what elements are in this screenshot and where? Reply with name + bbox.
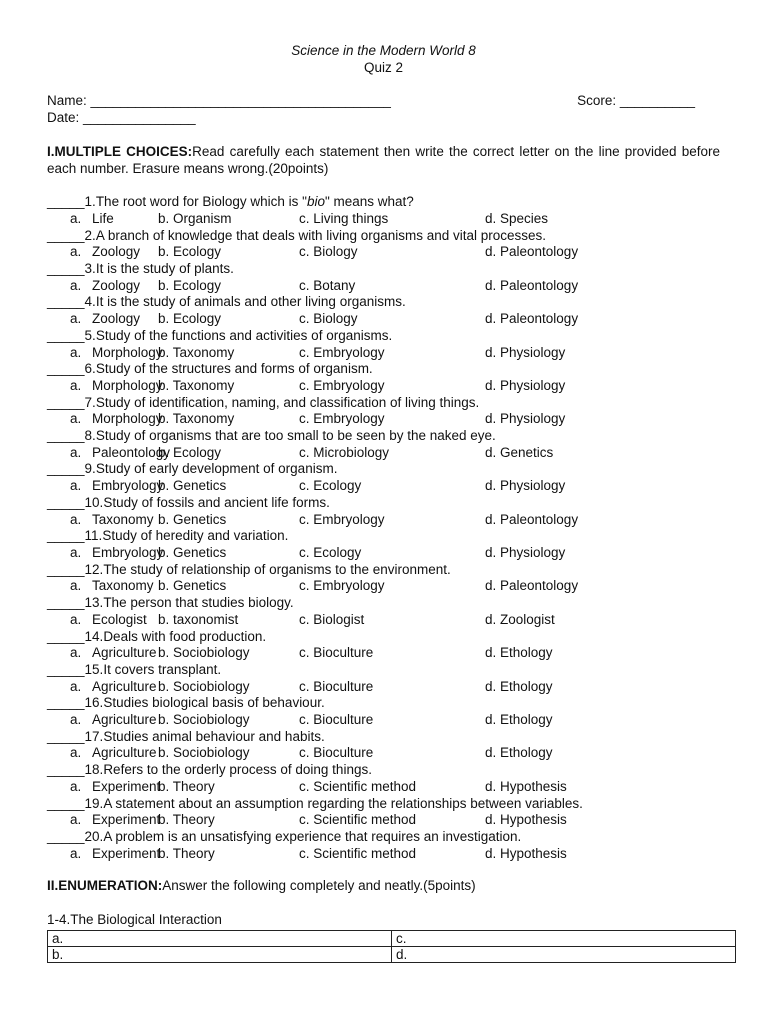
choice-b: b. Genetics <box>158 544 227 560</box>
choice-a: a. Paleontology <box>70 444 171 460</box>
choice-b: b. Taxonomy <box>158 344 235 360</box>
interaction-table <box>47 930 736 963</box>
question-text: The person that studies biology. <box>103 595 294 611</box>
choice-c: c. Botany <box>299 277 356 293</box>
choice-b: b. Ecology <box>158 277 222 293</box>
interaction-title: 1-4.The Biological Interaction <box>47 912 222 928</box>
question-text: Study of fossils and ancient life forms. <box>103 494 330 510</box>
answer-blank[interactable]: _____18. <box>47 762 104 778</box>
choice-c: c. Bioculture <box>299 678 374 694</box>
choice-a: a. Taxonomy <box>70 578 154 594</box>
question-text: A statement about an assumption regarding the relationships between variables. <box>103 795 583 811</box>
answer-blank[interactable]: _____1. <box>47 194 96 210</box>
choice-a: a. Morphology <box>70 411 163 427</box>
question-text: Deals with food production. <box>103 628 267 644</box>
choice-c: c. Microbiology <box>299 444 390 460</box>
answer-blank[interactable]: _____7. <box>47 394 96 410</box>
question-text-end: " means what? <box>324 194 414 210</box>
question-14 <box>47 629 720 646</box>
choice-c: c. Scientific method <box>299 778 417 794</box>
choice-b: b. Genetics <box>158 478 227 494</box>
choice-d: d. Physiology <box>485 344 566 360</box>
question-9 <box>47 461 720 478</box>
choices-row <box>47 211 720 228</box>
choice-a: a. Taxonomy <box>70 511 154 527</box>
question-12 <box>47 562 720 579</box>
choices-row <box>47 445 720 462</box>
section-enumeration-instructions <box>47 878 720 895</box>
choice-a: a. Experiment <box>70 845 161 861</box>
question-15 <box>47 662 720 679</box>
table-row <box>48 946 736 962</box>
choice-d: d. Paleontology <box>485 244 579 260</box>
choice-a: a. Zoology <box>70 277 141 293</box>
choice-b: b. Theory <box>158 812 215 828</box>
choices-row <box>47 311 720 328</box>
question-10 <box>47 495 720 512</box>
choice-a: a. Zoology <box>70 311 141 327</box>
choices-row <box>47 244 720 261</box>
answer-blank[interactable]: _____15. <box>47 661 104 677</box>
answer-blank[interactable]: _____2. <box>47 227 96 243</box>
question-17 <box>47 729 720 746</box>
choices-row <box>47 679 720 696</box>
choice-a: a. Agriculture <box>70 645 157 661</box>
choice-c: c. Embryology <box>299 377 385 393</box>
section-multiple-choice-instructions <box>47 144 720 177</box>
choice-b: b. Sociobiology <box>158 645 250 661</box>
choice-c: c. Bioculture <box>299 645 374 661</box>
choices-row <box>47 645 720 662</box>
question-emphasis: bio <box>306 194 325 210</box>
choice-a: a. Embryology <box>70 478 164 494</box>
choices-row <box>47 345 720 362</box>
quiz-title: Science in the Modern World 8 <box>291 43 476 58</box>
choice-b: b. Sociobiology <box>158 745 250 761</box>
choice-b: b. Ecology <box>158 244 222 260</box>
choice-d: d. Physiology <box>485 411 566 427</box>
choice-d: d. Ethology <box>485 678 553 694</box>
question-text: Refers to the orderly process of doing things. <box>103 762 372 778</box>
choice-b: b. Ecology <box>158 311 222 327</box>
choice-c: c. Embryology <box>299 578 385 594</box>
question-11 <box>47 528 720 545</box>
choice-c: c. Ecology <box>299 544 362 560</box>
choice-a: a. Agriculture <box>70 678 157 694</box>
choice-b: b. Ecology <box>158 444 222 460</box>
question-6 <box>47 361 720 378</box>
question-text: Study of the structures and forms of organism. <box>95 361 373 377</box>
question-text: Study of early development of organism. <box>95 461 338 477</box>
question-13 <box>47 595 720 612</box>
section-heading: I.MULTIPLE CHOICES: <box>47 143 193 159</box>
choice-d: d. Species <box>485 210 549 226</box>
choice-d: d. Hypothesis <box>485 845 567 861</box>
section-instructions: Read carefully each statement then write the correct letter on the line provided before each number. Erasure means wrong.(20points) <box>47 143 720 176</box>
choice-c: c. Embryology <box>299 344 385 360</box>
question-3 <box>47 261 720 278</box>
choices-row <box>47 411 720 428</box>
choices-row <box>47 478 720 495</box>
choice-c: c. Biology <box>299 244 358 260</box>
choice-d: d. Genetics <box>485 444 554 460</box>
date-field[interactable]: Date: _______________ <box>47 110 196 126</box>
answer-blank[interactable]: _____9. <box>47 461 96 477</box>
section-heading: II.ENUMERATION: <box>47 878 163 894</box>
choice-d: d. Paleontology <box>485 578 579 594</box>
choice-d: d. Paleontology <box>485 277 579 293</box>
question-text: A branch of knowledge that deals with living organisms and vital processes. <box>95 227 547 243</box>
choice-a: a. Agriculture <box>70 712 157 728</box>
question-text: Study of organisms that are too small to be seen by the naked eye. <box>95 428 496 444</box>
choices-row <box>47 612 720 629</box>
choice-a: a. Embryology <box>70 544 164 560</box>
answer-cell-b[interactable]: b. <box>48 946 392 962</box>
question-18 <box>47 762 720 779</box>
choice-b: b. Theory <box>158 845 215 861</box>
question-text: A problem is an unsatisfying experience that requires an investigation. <box>103 828 522 844</box>
question-text: Study of heredity and variation. <box>102 528 289 544</box>
question-text: It is the study of plants. <box>95 261 234 277</box>
score-field[interactable]: Score: __________ <box>577 93 695 109</box>
choice-d: d. Zoologist <box>485 611 555 627</box>
answer-blank[interactable]: _____6. <box>47 361 96 377</box>
choice-d: d. Hypothesis <box>485 778 567 794</box>
question-1 <box>47 194 720 211</box>
choice-b: b. Taxonomy <box>158 377 235 393</box>
answer-blank[interactable]: _____19. <box>47 795 104 811</box>
question-text: The root word for Biology which is " <box>95 194 307 210</box>
choice-a: a. Experiment <box>70 778 161 794</box>
choices-row <box>47 278 720 295</box>
answer-blank[interactable]: _____12. <box>47 561 104 577</box>
choice-c: c. Bioculture <box>299 712 374 728</box>
choices-row <box>47 545 720 562</box>
answer-cell-d[interactable]: d. <box>392 946 736 962</box>
question-5 <box>47 328 720 345</box>
question-8 <box>47 428 720 445</box>
answer-blank[interactable]: _____20. <box>47 828 104 844</box>
choice-c: c. Biologist <box>299 611 365 627</box>
choice-d: d. Ethology <box>485 745 553 761</box>
choices-row <box>47 578 720 595</box>
choice-d: d. Ethology <box>485 645 553 661</box>
question-text: Studies animal behaviour and habits. <box>103 728 325 744</box>
choice-d: d. Hypothesis <box>485 812 567 828</box>
answer-blank[interactable]: _____14. <box>47 628 104 644</box>
answer-blank[interactable]: _____3. <box>47 261 96 277</box>
question-text: It is the study of animals and other living organisms. <box>95 294 406 310</box>
section-instructions: Answer the following completely and neatly.(5points) <box>162 878 476 894</box>
choice-a: a. Morphology <box>70 377 163 393</box>
choice-d: d. Physiology <box>485 377 566 393</box>
choice-a: a. Morphology <box>70 344 163 360</box>
choices-row <box>47 712 720 729</box>
question-text: It covers transplant. <box>103 661 222 677</box>
question-16 <box>47 695 720 712</box>
choices-row <box>47 846 720 863</box>
choice-c: c. Biology <box>299 311 358 327</box>
choice-c: c. Ecology <box>299 478 362 494</box>
choice-b: b. taxonomist <box>158 611 239 627</box>
choices-row <box>47 745 720 762</box>
choice-a: a. Life <box>70 210 114 226</box>
choice-c: c. Bioculture <box>299 745 374 761</box>
question-text: Studies biological basis of behaviour. <box>103 695 325 711</box>
choice-a: a. Experiment <box>70 812 161 828</box>
question-text: Study of the functions and activities of organisms. <box>95 327 393 343</box>
choice-d: d. Paleontology <box>485 311 579 327</box>
choice-d: d. Paleontology <box>485 511 579 527</box>
question-4 <box>47 294 720 311</box>
choices-row <box>47 512 720 529</box>
answer-blank[interactable]: _____16. <box>47 695 104 711</box>
choices-row <box>47 779 720 796</box>
question-text: Study of identification, naming, and classification of living things. <box>95 394 480 410</box>
question-2 <box>47 228 720 245</box>
answer-blank[interactable]: _____8. <box>47 428 96 444</box>
choices-row <box>47 812 720 829</box>
choice-b: b. Sociobiology <box>158 712 250 728</box>
answer-blank[interactable]: _____17. <box>47 728 104 744</box>
question-19 <box>47 796 720 813</box>
choice-b: b. Taxonomy <box>158 411 235 427</box>
choice-b: b. Theory <box>158 778 215 794</box>
choice-c: c. Embryology <box>299 411 385 427</box>
choice-d: d. Physiology <box>485 544 566 560</box>
choice-c: c. Scientific method <box>299 845 417 861</box>
table-row <box>48 930 736 946</box>
choice-b: b. Sociobiology <box>158 678 250 694</box>
name-score-row <box>47 93 720 110</box>
answer-blank[interactable]: _____11. <box>47 528 103 544</box>
answer-blank[interactable]: _____13. <box>47 595 104 611</box>
choice-b: b. Organism <box>158 210 232 226</box>
quiz-subtitle: Quiz 2 <box>363 59 404 75</box>
question-20 <box>47 829 720 846</box>
answer-blank[interactable]: _____4. <box>47 294 96 310</box>
choice-a: a. Agriculture <box>70 745 157 761</box>
choice-d: d. Physiology <box>485 478 566 494</box>
choice-d: d. Ethology <box>485 712 553 728</box>
question-text: The study of relationship of organisms to the environment. <box>103 561 451 577</box>
choice-a: a. Zoology <box>70 244 141 260</box>
choices-row <box>47 378 720 395</box>
answer-cell-c[interactable]: c. <box>392 930 736 946</box>
choice-c: c. Living things <box>299 210 389 226</box>
choice-c: c. Embryology <box>299 511 385 527</box>
answer-cell-a[interactable]: a. <box>48 930 392 946</box>
answer-blank[interactable]: _____5. <box>47 327 96 343</box>
question-list <box>47 194 720 862</box>
answer-blank[interactable]: _____10. <box>47 494 104 510</box>
choice-b: b. Genetics <box>158 578 227 594</box>
name-field[interactable]: Name: ________________________________________ <box>47 93 391 109</box>
choice-c: c. Scientific method <box>299 812 417 828</box>
choice-b: b. Genetics <box>158 511 227 527</box>
choice-a: a. Ecologist <box>70 611 147 627</box>
question-7 <box>47 395 720 412</box>
